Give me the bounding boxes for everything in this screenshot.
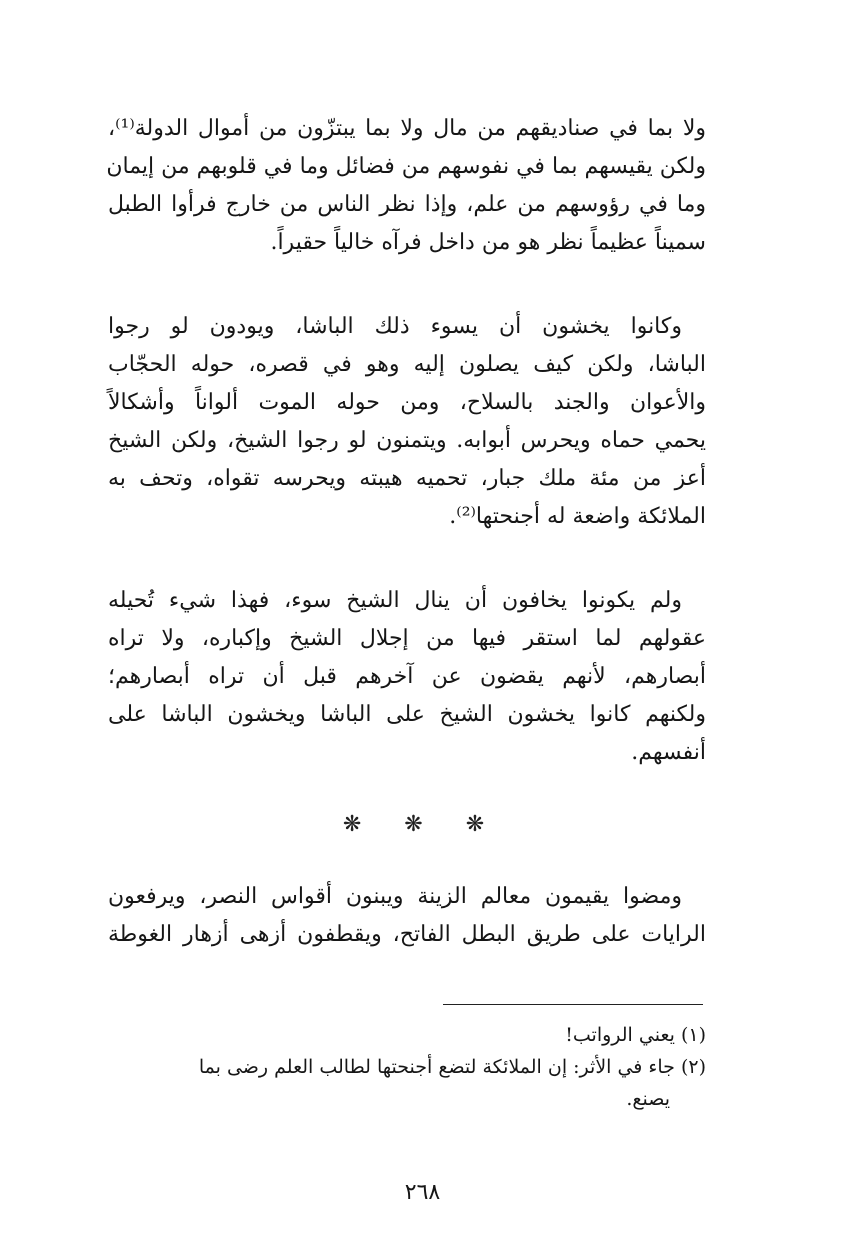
paragraph-line: ولكنهم كانوا يخشون الشيخ على الباشا ويخشون الباشا على	[108, 702, 706, 727]
paragraph-line: ولا بما في صناديقهم من مال ولا بما يبتزّون من أموال الدولة⁽¹⁾،	[108, 116, 706, 141]
paragraph-line: ومضوا يقيمون معالم الزينة ويبنون أقواس النصر، ويرفعون	[108, 884, 682, 909]
paragraph-line: الرايات على طريق البطل الفاتح، ويقطفون أزهى أزهار الغوطة	[108, 922, 706, 947]
paragraph-line: أعز من مئة ملك جبار، تحميه هيبته ويحرسه تقواه، وتحف به	[108, 466, 706, 491]
paragraph-line: الباشا، ولكن كيف يصلون إليه وهو في قصره، حوله الحجّاب	[108, 352, 706, 377]
paragraph-line: ولم يكونوا يخافون أن ينال الشيخ سوء، فهذا شيء تُحيله	[108, 588, 682, 613]
paragraph-line: أنفسهم.	[631, 740, 706, 765]
footnote-2: (٢) جاء في الأثر: إن الملائكة لتضع أجنحتها لطالب العلم رضى بما	[198, 1056, 706, 1078]
footnotes	[108, 1020, 706, 1116]
paragraph-4	[108, 878, 706, 954]
footnote-1: (١) يعني الرواتب!	[565, 1024, 706, 1046]
paragraph-line: وكانوا يخشون أن يسوء ذلك الباشا، ويودون لو رجوا	[108, 314, 682, 339]
paragraph-2	[108, 308, 706, 536]
paragraph-line: وما في رؤوسهم من علم، وإذا نظر الناس من خارج فرأوا الطبل	[108, 192, 707, 217]
page-number: ٢٦٨	[404, 1180, 441, 1205]
paragraph-line: سميناً عظيماً نظر هو من داخل فرآه خالياً حقيراً.	[270, 230, 706, 255]
section-separator: ❋ ❋ ❋	[342, 812, 503, 837]
paragraph-line: الملائكة واضعة له أجنحتها⁽²⁾.	[449, 504, 706, 529]
paragraph-line: والأعوان والجند بالسلاح، ومن حوله الموت ألواناً وأشكالاً	[108, 390, 706, 415]
paragraph-line: يحمي حماه ويحرس أبوابه. ويتمنون لو رجوا الشيخ، ولكن الشيخ	[108, 428, 706, 453]
footnote-divider	[443, 1004, 703, 1005]
paragraph-line: عقولهم لما استقر فيها من إجلال الشيخ وإكباره، ولا تراه	[108, 626, 706, 651]
paragraph-line: ولكن يقيسهم بما في نفوسهم من فضائل وما في قلوبهم من إيمان	[106, 154, 706, 179]
paragraph-1	[108, 110, 706, 262]
footnote-2-continuation: يصنع.	[626, 1088, 670, 1110]
paragraph-3	[108, 582, 706, 772]
paragraph-line: أبصارهم، لأنهم يقضون عن آخرهم قبل أن تراه أبصارهم؛	[108, 664, 706, 689]
